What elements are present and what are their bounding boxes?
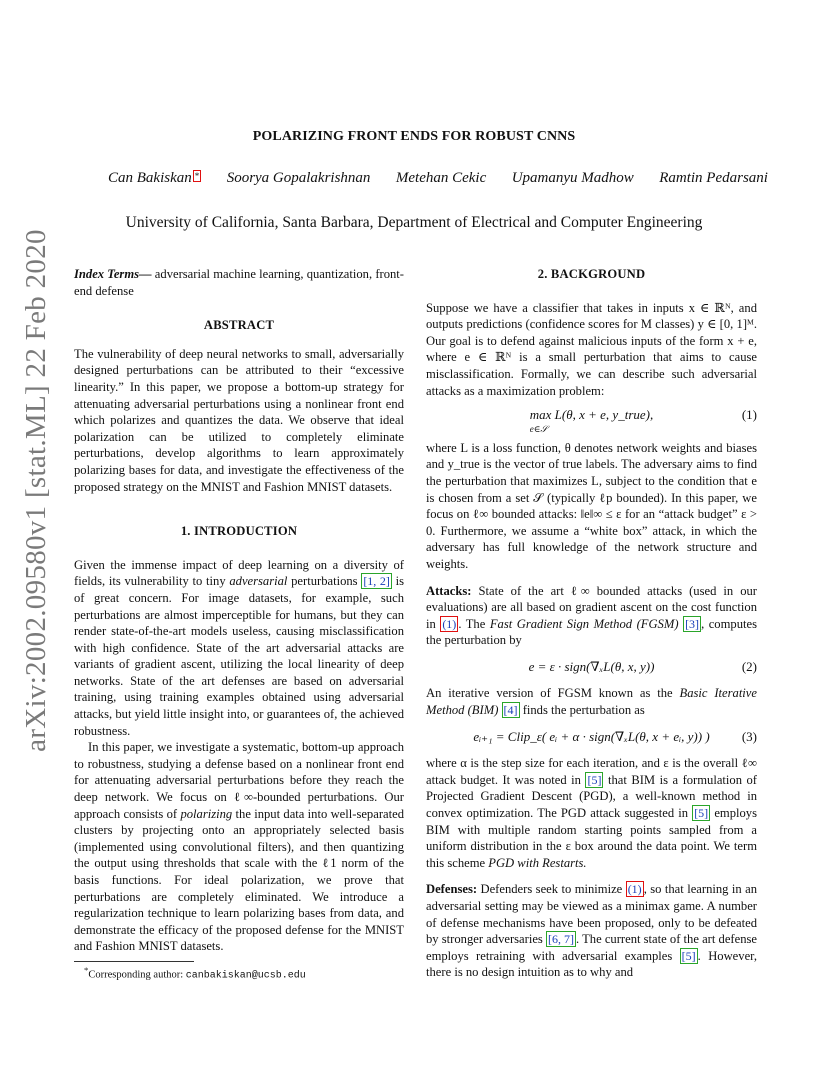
background-paragraph-2: where L is a loss function, θ denotes network weights and biases and y_true is the vector of true labels. The adversary aims to find the perturbation that maximizes L, subject to the condition that e is chosen from a set 𝒮 (typically ℓp bounded). In this paper, we focus on ℓ∞ bounded attacks: ‖e‖∞ ≤ ε for an “attack budget” ε > 0. Furthermore, we assume a “white box” attack, in which the adversary has full knowledge of the network structure and weights. (426, 440, 757, 571)
defenses-paragraph: Defenses: Defenders seek to minimize (1) , so that learning in an adversarial setting may be viewed as a minimax game. A number of defense mechanisms have been proposed, only to be defeated by stronger adversaries [6, 7] . The current state of the art defense employs retraining with adversarial examples [5] . However, there is no design intuition as to why and (426, 882, 757, 980)
background-heading: 2. BACKGROUND (537, 267, 646, 281)
equation-1: max L(θ, x + e, y_true), e∈𝒮 (1) (529, 407, 757, 434)
citation-link[interactable]: [6, 7] (548, 932, 575, 947)
equation-ref-link[interactable]: (1) (442, 616, 457, 631)
equation-2: e = ε · sign(∇ₓL(θ, x, y)) (2) (528, 658, 757, 674)
author: Metehan Cekic (395, 170, 487, 186)
author-footnote-link[interactable]: * (194, 171, 200, 181)
citation-link[interactable]: [1, 2] (363, 574, 390, 589)
citation-link[interactable]: [5] (681, 948, 696, 963)
author-list (108, 170, 768, 187)
citation-link[interactable]: [5] (694, 806, 709, 821)
author: Ramtin Pedarsani (659, 170, 768, 186)
arxiv-id: arXiv:2002.09580v1 [stat.ML] 22 Feb 2020 (19, 228, 52, 752)
background-paragraph-1: Suppose we have a classifier that takes in inputs x ∈ ℝᴺ, and outputs predictions (confidence scores for M classes) y ∈ [0, 1]ᴹ. Our goal is to defend against malicious inputs of the form x + e, where e ∈ ℝᴺ is a small perturbation that aims to cause misclassification. Formally, we can describe such adversarial attacks as a maximization problem: (426, 300, 757, 398)
author: Can Bakiskan * (108, 170, 200, 186)
equation-number: (3) (741, 728, 757, 744)
footnote: *Corresponding author: canbakiskan@ucsb.edu (84, 965, 306, 982)
footnote-rule (74, 961, 194, 962)
equation-3: eᵢ₊₁ = Clip_ε( eᵢ + α · sign(∇ₓL(θ, x + eᵢ, y)) ) (3) (473, 728, 757, 744)
citation-link[interactable]: [3] (685, 616, 700, 631)
index-terms: Index Terms— adversarial machine learning, quantization, front-end defense (74, 267, 404, 298)
intro-paragraph-2: In this paper, we investigate a systematic, bottom-up approach to robustness, studying a defense based on a nonlinear front end for attenuating adversarial perturbations before they reach the deep network. We focus on ℓ∞-bounded perturbations. Our approach consists of polarizing the input data into well-separated clusters by projecting onto an appropriately selected basis (implemented using convolutional filters), and then quantizing the output using thresholds that scale with the ℓ1 norm of the basis functions. For ideal polarization, we prove that perturbations are completely eliminated. We introduce a regularization technique to learn polarizing bases from data, and demonstrate the efficacy of the proposed defense for the MNIST and Fashion MNIST datasets. (74, 740, 404, 954)
abstract-text: The vulnerability of deep neural networks to small, adversarially designed perturbations can be attributed to their “excessive linearity.” In this paper, we propose a bottom-up strategy for attenuating adversarial perturbations using a nonlinear front end which polarizes and quantizes the data. We observe that ideal polarization can be utilized to completely eliminate perturbations, develop algorithms to learn approximately polarizing bases for data, and investigate the effectiveness of the proposed strategy on the MNIST and Fashion MNIST datasets. (74, 346, 404, 494)
pgd-paragraph: where α is the step size for each iteration, and ε is the overall ℓ∞ attack budget. It was noted in [5] that BIM is a formulation of Projected Gradient Descent (PGD), a well-known method in convex optimization. The PGD attack suggested in [5] employs BIM with multiple random starting points sampled from a uniform distribution in the ε box around the data point. We term this scheme PGD with Restarts. (426, 756, 757, 870)
paper-title: POLARIZING FRONT ENDS FOR ROBUST CNNS (252, 129, 576, 144)
attacks-paragraph: Attacks: State of the art ℓ∞ bounded attacks (used in our evaluations) are all based on gradient ascent on the cost function in (1) . The Fast Gradient Sign Method (FGSM) [3] , computes the perturbation by (426, 583, 757, 648)
abstract-heading: ABSTRACT (203, 318, 275, 333)
author: Upamanyu Madhow (511, 170, 634, 186)
bim-paragraph: An iterative version of FGSM known as the Basic Iterative Method (BIM) [4] finds the perturbation as (426, 686, 757, 718)
left-column (74, 266, 404, 955)
citation-link[interactable]: [5] (587, 772, 602, 787)
citation-link[interactable]: [4] (503, 703, 518, 718)
arxiv-identifier-margin (14, 228, 58, 752)
equation-number: (1) (741, 407, 757, 423)
affiliation: University of California, Santa Barbara, Department of Electrical and Computer Engineering (125, 214, 703, 231)
author: Soorya Gopalakrishnan (226, 170, 371, 186)
equation-ref-link[interactable]: (1) (627, 882, 642, 897)
author-email-link[interactable]: canbakiskan@ucsb.edu (185, 970, 306, 982)
intro-paragraph-1: Given the immense impact of deep learning on a diversity of fields, its vulnerability to tiny adversarial perturbations [1, 2] is of great concern. For image datasets, for example, such perturbations are almost imperceptible for humans, but they can render state-of-the-art models useless, causing misclassification with high confidence. State of the art adversarial attacks are variants of gradient ascent, utilizing the local linearity of deep networks. State of the art defenses are based on adversarial training, using training examples obtained using adversarial attacks, but yield little insight into, or guarantees of, the achieved robustness. (74, 557, 404, 738)
equation-number: (2) (741, 658, 757, 674)
introduction-heading: 1. INTRODUCTION (180, 524, 298, 539)
right-column (426, 266, 757, 981)
